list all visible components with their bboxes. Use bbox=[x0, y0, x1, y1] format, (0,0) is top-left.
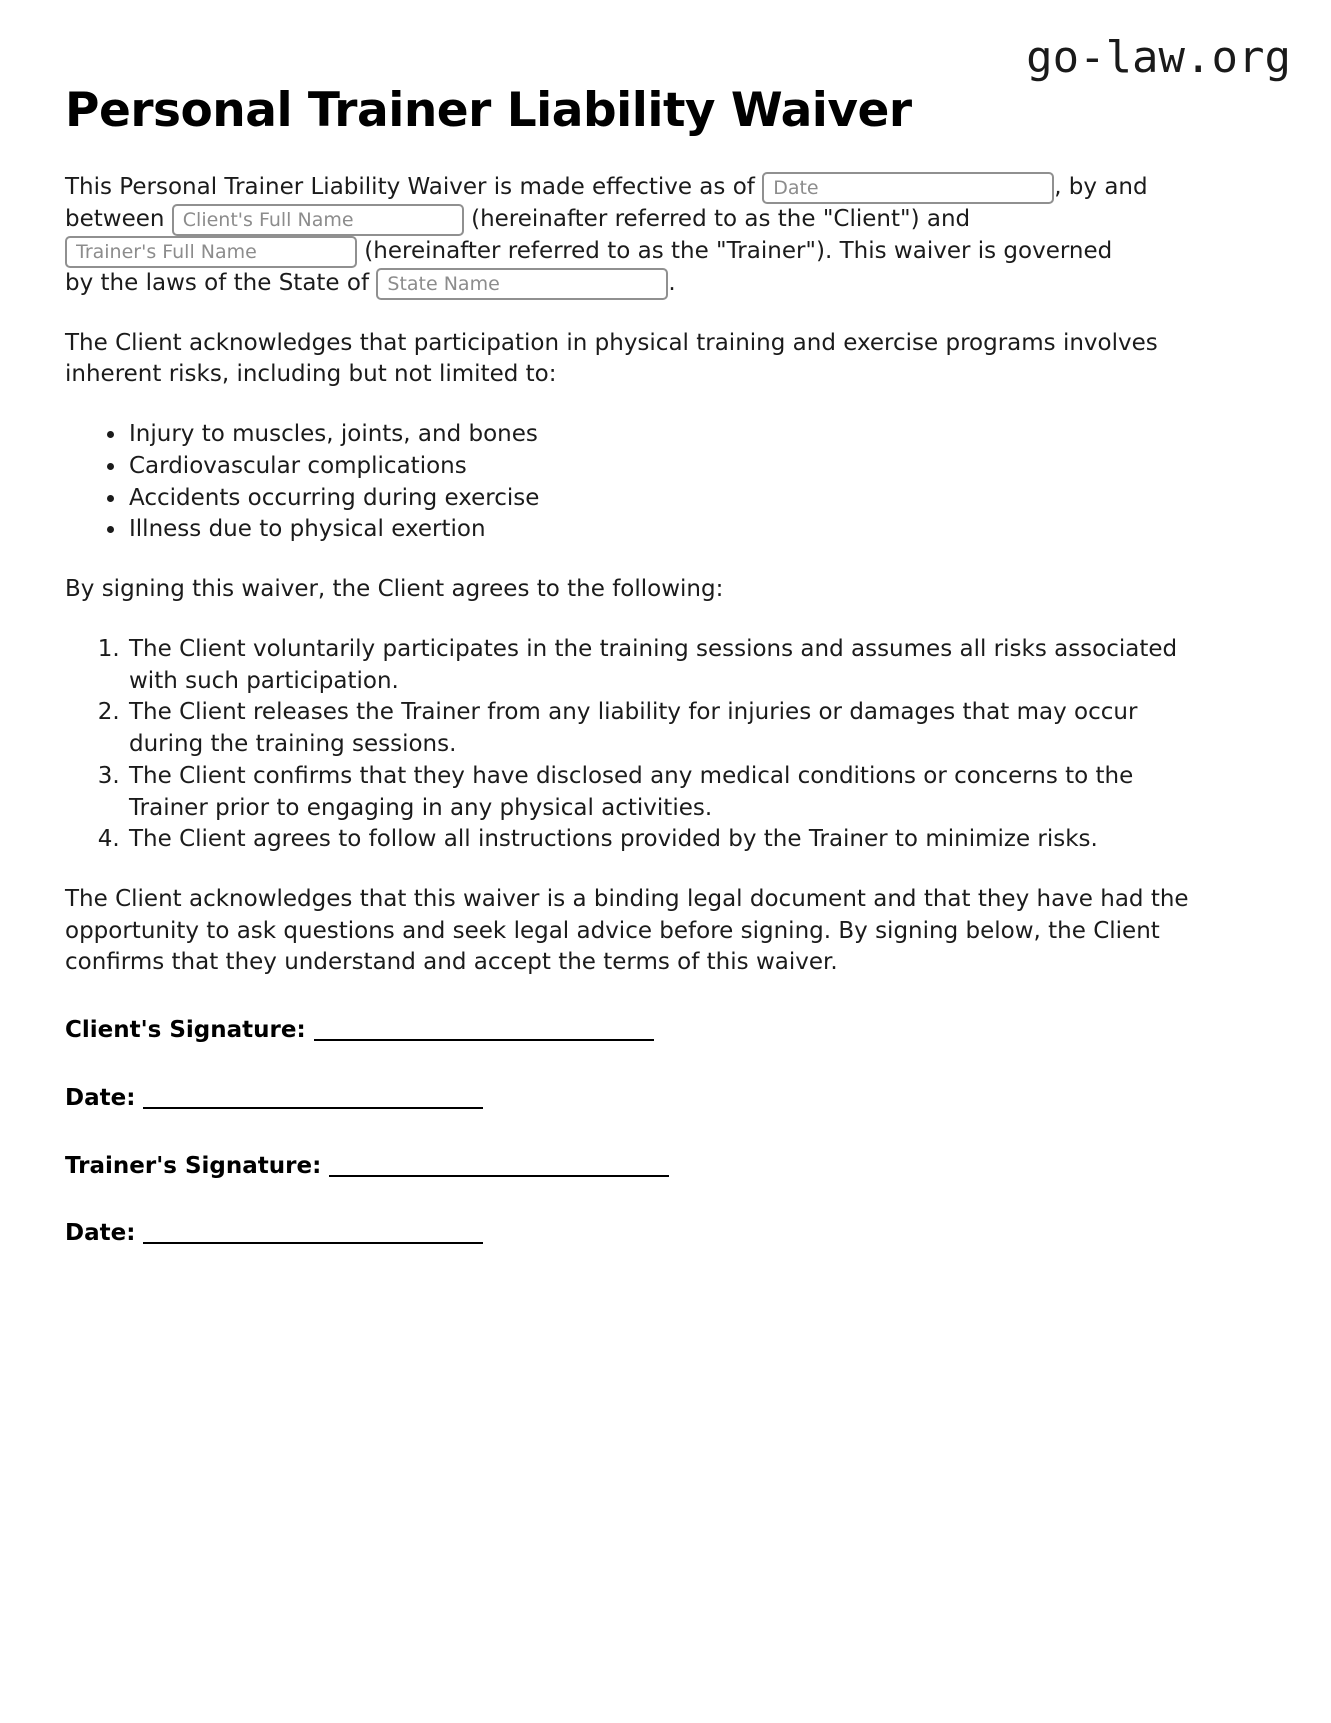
client-name-field[interactable] bbox=[172, 204, 464, 236]
client-signature-row bbox=[65, 1015, 1205, 1047]
client-date-row bbox=[65, 1083, 1205, 1115]
risks-lead-paragraph: The Client acknowledges that participation in physical training and exercise programs involves inherent risks, including but not limited to: bbox=[65, 329, 1158, 388]
intro-text: between bbox=[65, 205, 172, 232]
agreement-list-item: 1. The Client voluntarily participates in the training sessions and assumes all risks associated with such participation. bbox=[127, 634, 1205, 697]
intro-text: . bbox=[668, 269, 676, 296]
trainer-signature-line bbox=[329, 1155, 669, 1177]
intro-line-3 bbox=[65, 236, 1205, 268]
agreement-list-item: 2. The Client releases the Trainer from any liability for injuries or damages that may occur during the training sessions. bbox=[127, 697, 1205, 760]
risk-list-item: • Injury to muscles, joints, and bones bbox=[127, 419, 1205, 451]
intro-paragraph bbox=[65, 172, 1205, 300]
closing-paragraph: The Client acknowledges that this waiver is a binding legal document and that they have had the opportunity to ask questions and seek legal advice before signing. By signing below, the Client confirms that they understand and accept the terms of this waiver. bbox=[65, 886, 1189, 976]
risk-list bbox=[65, 419, 1205, 546]
agreement-list bbox=[65, 634, 1205, 856]
trainer-date-row bbox=[65, 1218, 1205, 1250]
agreement-lead-paragraph: By signing this waiver, the Client agrees to the following: bbox=[65, 576, 724, 603]
trainer-date-label: Date: bbox=[65, 1220, 136, 1247]
client-date-line bbox=[143, 1087, 483, 1109]
intro-line-1 bbox=[65, 172, 1205, 204]
intro-line-4 bbox=[65, 268, 1205, 300]
intro-line-2 bbox=[65, 204, 1205, 236]
trainer-date-line bbox=[143, 1222, 483, 1244]
trainer-name-field[interactable] bbox=[65, 236, 357, 268]
page-title: Personal Trainer Liability Waiver bbox=[65, 83, 912, 139]
trainer-signature-label: Trainer's Signature: bbox=[65, 1152, 322, 1179]
client-signature-line bbox=[314, 1019, 654, 1041]
date-effective-field[interactable] bbox=[762, 172, 1054, 204]
agreement-list-item: 3. The Client confirms that they have disclosed any medical conditions or concerns to the Trainer prior to engaging in any physical activities. bbox=[127, 761, 1205, 824]
client-signature-label: Client's Signature: bbox=[65, 1017, 306, 1044]
client-date-label: Date: bbox=[65, 1084, 136, 1111]
trainer-signature-row bbox=[65, 1151, 1205, 1183]
agreement-list-item: 4. The Client agrees to follow all instructions provided by the Trainer to minimize risks. bbox=[127, 824, 1205, 856]
state-name-field[interactable] bbox=[376, 268, 668, 300]
intro-text: (hereinafter referred to as the "Client") and bbox=[463, 205, 971, 232]
risk-list-item: • Illness due to physical exertion bbox=[127, 514, 1205, 546]
intro-text: (hereinafter referred to as the "Trainer"). This waiver is governed bbox=[357, 237, 1113, 264]
intro-text: by the laws of the State of bbox=[65, 269, 377, 296]
risk-list-item: • Accidents occurring during exercise bbox=[127, 483, 1205, 515]
intro-text: , by and bbox=[1054, 173, 1148, 200]
site-logo: go-law.org bbox=[1026, 32, 1291, 83]
risk-list-item: • Cardiovascular complications bbox=[127, 451, 1205, 483]
intro-text: This Personal Trainer Liability Waiver is made effective as of bbox=[65, 173, 763, 200]
